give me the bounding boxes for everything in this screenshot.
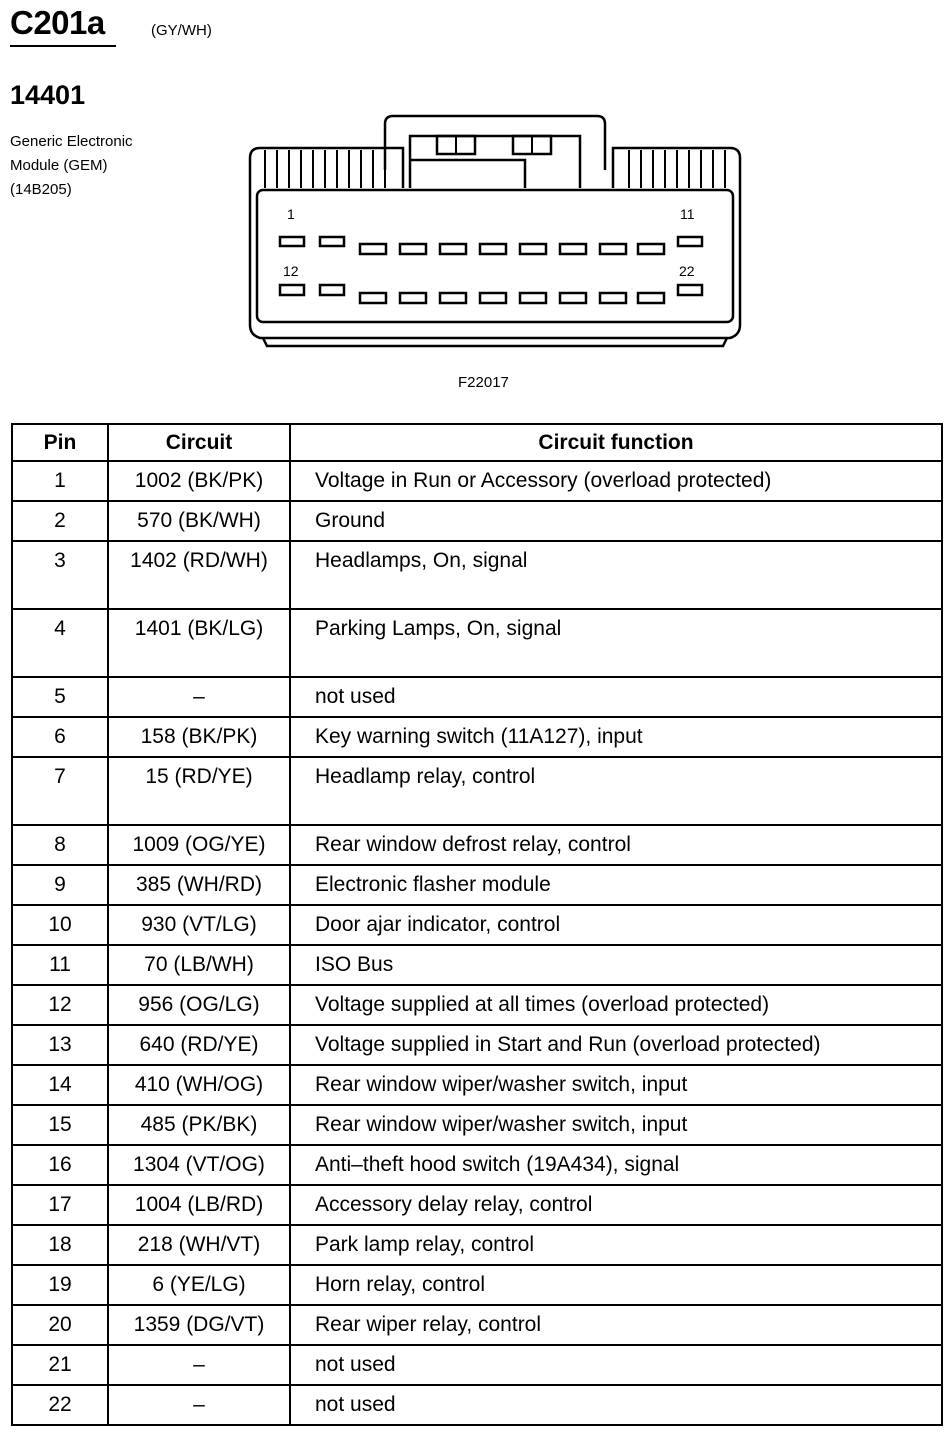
- table-row: [12, 905, 942, 945]
- circuit: 385 (WH/RD): [108, 865, 290, 905]
- pin-number: 8: [12, 825, 108, 865]
- pin-number: 20: [12, 1305, 108, 1345]
- circuit: 6 (YE/LG): [108, 1265, 290, 1305]
- header-circuit: Circuit: [108, 424, 290, 461]
- figure-code: F22017: [458, 374, 509, 391]
- pin-number: 10: [12, 905, 108, 945]
- pin-number: 4: [12, 609, 108, 677]
- pin-cavity-row-top: [280, 237, 702, 254]
- header-pin: Pin: [12, 424, 108, 461]
- circuit-function: Voltage in Run or Accessory (overload protected): [290, 461, 942, 501]
- module-name-line: (14B205): [10, 181, 72, 198]
- table-row: [12, 1225, 942, 1265]
- table-row: [12, 757, 942, 825]
- circuit: 158 (BK/PK): [108, 717, 290, 757]
- circuit-function: Rear wiper relay, control: [290, 1305, 942, 1345]
- right-ribs: [629, 150, 725, 188]
- circuit-function: Rear window wiper/washer switch, input: [290, 1065, 942, 1105]
- pin-cavity-row-bottom: [280, 285, 702, 303]
- pin-number: 22: [12, 1385, 108, 1425]
- circuit: 1004 (LB/RD): [108, 1185, 290, 1225]
- circuit-function: Key warning switch (11A127), input: [290, 717, 942, 757]
- pin-number: 3: [12, 541, 108, 609]
- module-name-line: Generic Electronic: [10, 133, 133, 150]
- pin-number: 13: [12, 1025, 108, 1065]
- table-row: [12, 1265, 942, 1305]
- table-row: [12, 1025, 942, 1065]
- table-row: [12, 1065, 942, 1105]
- circuit-function: Headlamps, On, signal: [290, 541, 942, 609]
- pin-number: 7: [12, 757, 108, 825]
- connector-face-diagram: [245, 110, 745, 355]
- circuit: –: [108, 677, 290, 717]
- connector-color: (GY/WH): [151, 22, 212, 39]
- pin-number: 15: [12, 1105, 108, 1145]
- pin-number: 6: [12, 717, 108, 757]
- connector-outline: [250, 188, 740, 338]
- circuit-function: Voltage supplied at all times (overload protected): [290, 985, 942, 1025]
- circuit-function: Rear window defrost relay, control: [290, 825, 942, 865]
- table-row: [12, 1145, 942, 1185]
- table-row: [12, 677, 942, 717]
- circuit-function: Rear window wiper/washer switch, input: [290, 1105, 942, 1145]
- circuit: 930 (VT/LG): [108, 905, 290, 945]
- pin-label-1: 1: [287, 206, 295, 222]
- circuit: 410 (WH/OG): [108, 1065, 290, 1105]
- circuit: –: [108, 1385, 290, 1425]
- pin-number: 1: [12, 461, 108, 501]
- table-row: [12, 541, 942, 609]
- circuit: 70 (LB/WH): [108, 945, 290, 985]
- circuit: 15 (RD/YE): [108, 757, 290, 825]
- module-name-line: Module (GEM): [10, 157, 108, 174]
- circuit-function: ISO Bus: [290, 945, 942, 985]
- circuit: 1402 (RD/WH): [108, 541, 290, 609]
- pin-number: 21: [12, 1345, 108, 1385]
- circuit-function: Voltage supplied in Start and Run (overload protected): [290, 1025, 942, 1065]
- circuit-function: Ground: [290, 501, 942, 541]
- circuit-function: not used: [290, 1345, 942, 1385]
- circuit-function: Accessory delay relay, control: [290, 1185, 942, 1225]
- pin-number: 16: [12, 1145, 108, 1185]
- table-row: [12, 945, 942, 985]
- circuit-function: Park lamp relay, control: [290, 1225, 942, 1265]
- connector-id: C201a: [10, 4, 105, 41]
- table-row: [12, 501, 942, 541]
- pin-number: 2: [12, 501, 108, 541]
- pin-label-12: 12: [283, 263, 299, 279]
- table-row: [12, 1305, 942, 1345]
- table-row: [12, 985, 942, 1025]
- table-row: [12, 1345, 942, 1385]
- circuit: 1401 (BK/LG): [108, 609, 290, 677]
- circuit-function: not used: [290, 677, 942, 717]
- table-row: [12, 461, 942, 501]
- pin-number: 14: [12, 1065, 108, 1105]
- table-row: [12, 609, 942, 677]
- table-row: [12, 1105, 942, 1145]
- circuit-function: Parking Lamps, On, signal: [290, 609, 942, 677]
- circuit-function: Anti–theft hood switch (19A434), signal: [290, 1145, 942, 1185]
- table-row: [12, 1185, 942, 1225]
- table-row: [12, 865, 942, 905]
- pin-number: 11: [12, 945, 108, 985]
- pin-number: 18: [12, 1225, 108, 1265]
- pin-number: 17: [12, 1185, 108, 1225]
- pin-label-11: 11: [680, 206, 695, 222]
- circuit: –: [108, 1345, 290, 1385]
- pin-table: [11, 423, 943, 1426]
- latch-inner: [410, 136, 580, 188]
- pin-label-22: 22: [679, 263, 695, 279]
- title-underline: [10, 45, 116, 47]
- latch-step: [410, 160, 525, 188]
- circuit: 218 (WH/VT): [108, 1225, 290, 1265]
- circuit: 640 (RD/YE): [108, 1025, 290, 1065]
- table-header-row: [12, 424, 942, 461]
- pin-number: 5: [12, 677, 108, 717]
- circuit: 485 (PK/BK): [108, 1105, 290, 1145]
- latch-outer: [385, 116, 605, 170]
- circuit: 956 (OG/LG): [108, 985, 290, 1025]
- circuit-function: Horn relay, control: [290, 1265, 942, 1305]
- pin-number: 9: [12, 865, 108, 905]
- part-number: 14401: [10, 80, 86, 110]
- circuit: 570 (BK/WH): [108, 501, 290, 541]
- header-circuit-function: Circuit function: [290, 424, 942, 461]
- table-row: [12, 1385, 942, 1425]
- left-shoulder: [250, 148, 403, 188]
- table-row: [12, 717, 942, 757]
- circuit: 1359 (DG/VT): [108, 1305, 290, 1345]
- table-row: [12, 825, 942, 865]
- circuit: 1304 (VT/OG): [108, 1145, 290, 1185]
- circuit-function: not used: [290, 1385, 942, 1425]
- pin-number: 19: [12, 1265, 108, 1305]
- circuit-function: Electronic flasher module: [290, 865, 942, 905]
- circuit: 1009 (OG/YE): [108, 825, 290, 865]
- pin-number: 12: [12, 985, 108, 1025]
- circuit-function: Headlamp relay, control: [290, 757, 942, 825]
- circuit: 1002 (BK/PK): [108, 461, 290, 501]
- circuit-function: Door ajar indicator, control: [290, 905, 942, 945]
- left-ribs: [265, 150, 385, 188]
